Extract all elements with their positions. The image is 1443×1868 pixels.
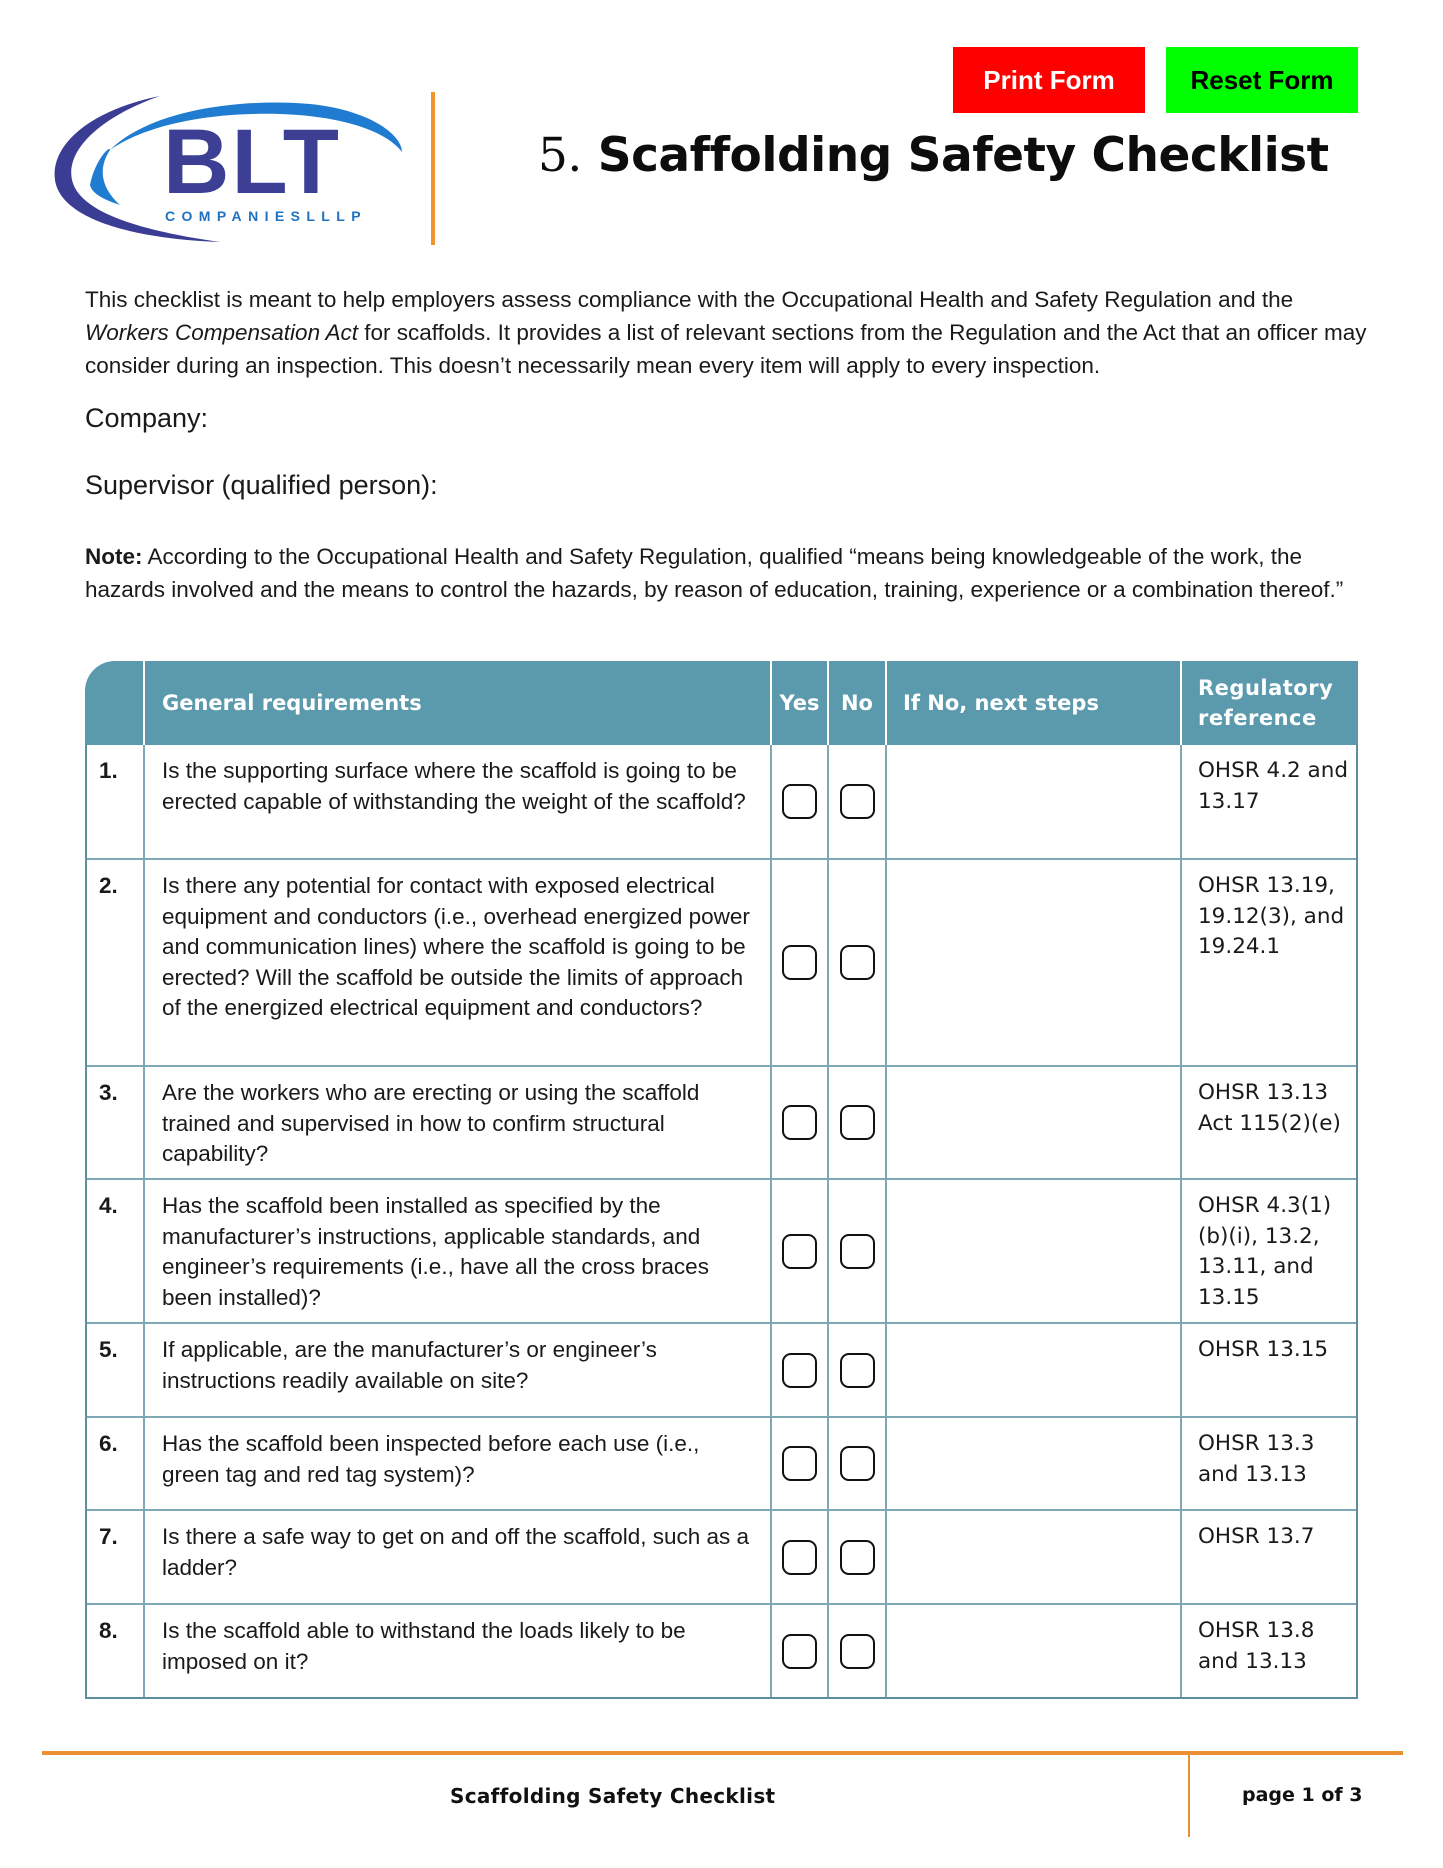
table-row bbox=[87, 858, 1356, 1065]
reset-form-button[interactable]: Reset Form bbox=[1166, 47, 1358, 113]
row-requirement: Is the supporting surface where the scaffold is going to be erected capable of withstanding the weight of the scaffold? bbox=[145, 745, 772, 858]
next-steps-input[interactable] bbox=[887, 1605, 1180, 1697]
no-cell bbox=[829, 860, 887, 1065]
next-steps-input[interactable] bbox=[887, 1180, 1180, 1322]
no-cell bbox=[829, 1418, 887, 1509]
no-checkbox[interactable] bbox=[840, 1540, 875, 1575]
yes-cell bbox=[772, 1180, 829, 1322]
checklist-table bbox=[85, 661, 1358, 1699]
yes-checkbox[interactable] bbox=[782, 1446, 817, 1481]
yes-checkbox[interactable] bbox=[782, 784, 817, 819]
no-cell bbox=[829, 745, 887, 858]
logo-main-text: BLT bbox=[163, 111, 342, 213]
table-row bbox=[87, 1178, 1356, 1322]
row-reference: OHSR 13.3 and 13.13 bbox=[1198, 1431, 1315, 1487]
intro-paragraph bbox=[85, 283, 1375, 382]
yes-checkbox[interactable] bbox=[782, 1634, 817, 1669]
row-number: 7. bbox=[87, 1511, 145, 1603]
company-input[interactable] bbox=[225, 403, 1355, 441]
qualified-note bbox=[85, 540, 1375, 606]
next-steps-cell bbox=[887, 1067, 1182, 1178]
table-row bbox=[87, 1509, 1356, 1603]
row-requirement: Are the workers who are erecting or using the scaffold trained and supervised in how to confirm structural capability? bbox=[145, 1067, 772, 1178]
yes-cell bbox=[772, 860, 829, 1065]
logo-sub-text: COMPANIESLLLP bbox=[165, 208, 367, 224]
page-title bbox=[538, 128, 1329, 183]
yes-checkbox[interactable] bbox=[782, 1105, 817, 1140]
table-row bbox=[87, 1416, 1356, 1509]
yes-checkbox[interactable] bbox=[782, 1353, 817, 1388]
next-steps-cell bbox=[887, 1180, 1182, 1322]
note-text: According to the Occupational Health and Safety Regulation, qualified “means being knowledgeable of the work, the hazards involved and the means to control the hazards, by reason of education, training, experience or a combination thereof.” bbox=[85, 544, 1344, 602]
row-reference: OHSR 4.2 and 13.17 bbox=[1198, 758, 1348, 814]
next-steps-input[interactable] bbox=[887, 745, 1180, 858]
next-steps-input[interactable] bbox=[887, 1324, 1180, 1416]
row-requirement: Has the scaffold been inspected before each use (i.e., green tag and red tag system)? bbox=[145, 1418, 772, 1509]
table-header bbox=[85, 661, 1358, 745]
table-body bbox=[85, 745, 1358, 1699]
title-number: 5. bbox=[538, 128, 582, 183]
next-steps-input[interactable] bbox=[887, 1418, 1180, 1509]
header-reference: Regulatory reference bbox=[1198, 676, 1334, 730]
page-number: page 1 of 3 bbox=[1242, 1784, 1363, 1806]
next-steps-input[interactable] bbox=[887, 860, 1180, 1065]
row-number: 4. bbox=[87, 1180, 145, 1322]
row-reference: OHSR 13.7 bbox=[1198, 1524, 1315, 1549]
header-number bbox=[85, 661, 145, 745]
yes-cell bbox=[772, 1067, 829, 1178]
row-requirement: Is there a safe way to get on and off the scaffold, such as a ladder? bbox=[145, 1511, 772, 1603]
yes-cell bbox=[772, 1418, 829, 1509]
next-steps-cell bbox=[887, 1324, 1182, 1416]
next-steps-input[interactable] bbox=[887, 1511, 1180, 1603]
row-requirement: If applicable, are the manufacturer’s or engineer’s instructions readily available on site? bbox=[145, 1324, 772, 1416]
footer-vertical-divider bbox=[1188, 1755, 1190, 1837]
yes-checkbox[interactable] bbox=[782, 945, 817, 980]
print-form-button[interactable]: Print Form bbox=[953, 47, 1145, 113]
yes-checkbox[interactable] bbox=[782, 1234, 817, 1269]
yes-cell bbox=[772, 745, 829, 858]
row-number: 8. bbox=[87, 1605, 145, 1697]
supervisor-input[interactable] bbox=[470, 470, 1355, 508]
header-requirement: General requirements bbox=[145, 661, 772, 745]
row-requirement: Is the scaffold able to withstand the loads likely to be imposed on it? bbox=[145, 1605, 772, 1697]
header-no: No bbox=[829, 661, 887, 745]
row-reference: OHSR 13.15 bbox=[1198, 1337, 1329, 1362]
no-checkbox[interactable] bbox=[840, 1446, 875, 1481]
no-checkbox[interactable] bbox=[840, 1234, 875, 1269]
no-checkbox[interactable] bbox=[840, 1105, 875, 1140]
title-text: Scaffolding Safety Checklist bbox=[597, 128, 1329, 183]
next-steps-input[interactable] bbox=[887, 1067, 1180, 1178]
row-requirement: Has the scaffold been installed as specified by the manufacturer’s instructions, applicable standards, and engineer’s requirements (i.e., have all the cross braces been installed)? bbox=[145, 1180, 772, 1322]
no-checkbox[interactable] bbox=[840, 1634, 875, 1669]
intro-text-1: This checklist is meant to help employers assess compliance with the Occupational Health and Safety Regulation and the bbox=[85, 287, 1294, 312]
table-row bbox=[87, 1603, 1356, 1697]
no-cell bbox=[829, 1067, 887, 1178]
note-label: Note: bbox=[85, 544, 143, 569]
yes-checkbox[interactable] bbox=[782, 1540, 817, 1575]
row-reference: OHSR 13.19, 19.12(3), and 19.24.1 bbox=[1198, 873, 1345, 959]
logo-divider bbox=[431, 92, 435, 245]
next-steps-cell bbox=[887, 860, 1182, 1065]
company-logo bbox=[50, 90, 430, 250]
header-next-steps: If No, next steps bbox=[887, 661, 1182, 745]
footer-title: Scaffolding Safety Checklist bbox=[450, 1784, 776, 1808]
next-steps-cell bbox=[887, 1511, 1182, 1603]
no-cell bbox=[829, 1180, 887, 1322]
table-row bbox=[87, 1065, 1356, 1178]
intro-act-name: Workers Compensation Act bbox=[85, 320, 359, 345]
company-label: Company: bbox=[85, 403, 209, 433]
no-checkbox[interactable] bbox=[840, 1353, 875, 1388]
row-number: 6. bbox=[87, 1418, 145, 1509]
footer-divider-line bbox=[42, 1751, 1403, 1755]
no-cell bbox=[829, 1605, 887, 1697]
row-number: 3. bbox=[87, 1067, 145, 1178]
supervisor-label: Supervisor (qualified person): bbox=[85, 470, 438, 500]
table-row bbox=[87, 745, 1356, 858]
intro-text-2: for scaffolds. It provides a list of relevant sections from the Regulation and the Act that an officer may consider during an inspection. This doesn’t necessarily mean every item will apply to every inspection. bbox=[85, 320, 1367, 378]
no-cell bbox=[829, 1511, 887, 1603]
row-number: 2. bbox=[87, 860, 145, 1065]
row-requirement: Is there any potential for contact with exposed electrical equipment and conductors (i.e., overhead energized power and communication lines) where the scaffold is going to be erected? Will the scaffold be outside the limits of approach of the energized electrical equipment and conductors? bbox=[145, 860, 772, 1065]
next-steps-cell bbox=[887, 1605, 1182, 1697]
table-row bbox=[87, 1322, 1356, 1416]
no-checkbox[interactable] bbox=[840, 784, 875, 819]
no-checkbox[interactable] bbox=[840, 945, 875, 980]
yes-cell bbox=[772, 1511, 829, 1603]
row-reference: OHSR 13.8 and 13.13 bbox=[1198, 1618, 1315, 1674]
next-steps-cell bbox=[887, 745, 1182, 858]
yes-cell bbox=[772, 1324, 829, 1416]
row-reference: OHSR 13.13 Act 115(2)(e) bbox=[1198, 1080, 1341, 1136]
no-cell bbox=[829, 1324, 887, 1416]
header-yes: Yes bbox=[772, 661, 829, 745]
row-reference: OHSR 4.3(1)(b)(i), 13.2, 13.11, and 13.15 bbox=[1198, 1193, 1332, 1310]
row-number: 5. bbox=[87, 1324, 145, 1416]
next-steps-cell bbox=[887, 1418, 1182, 1509]
row-number: 1. bbox=[87, 745, 145, 858]
yes-cell bbox=[772, 1605, 829, 1697]
